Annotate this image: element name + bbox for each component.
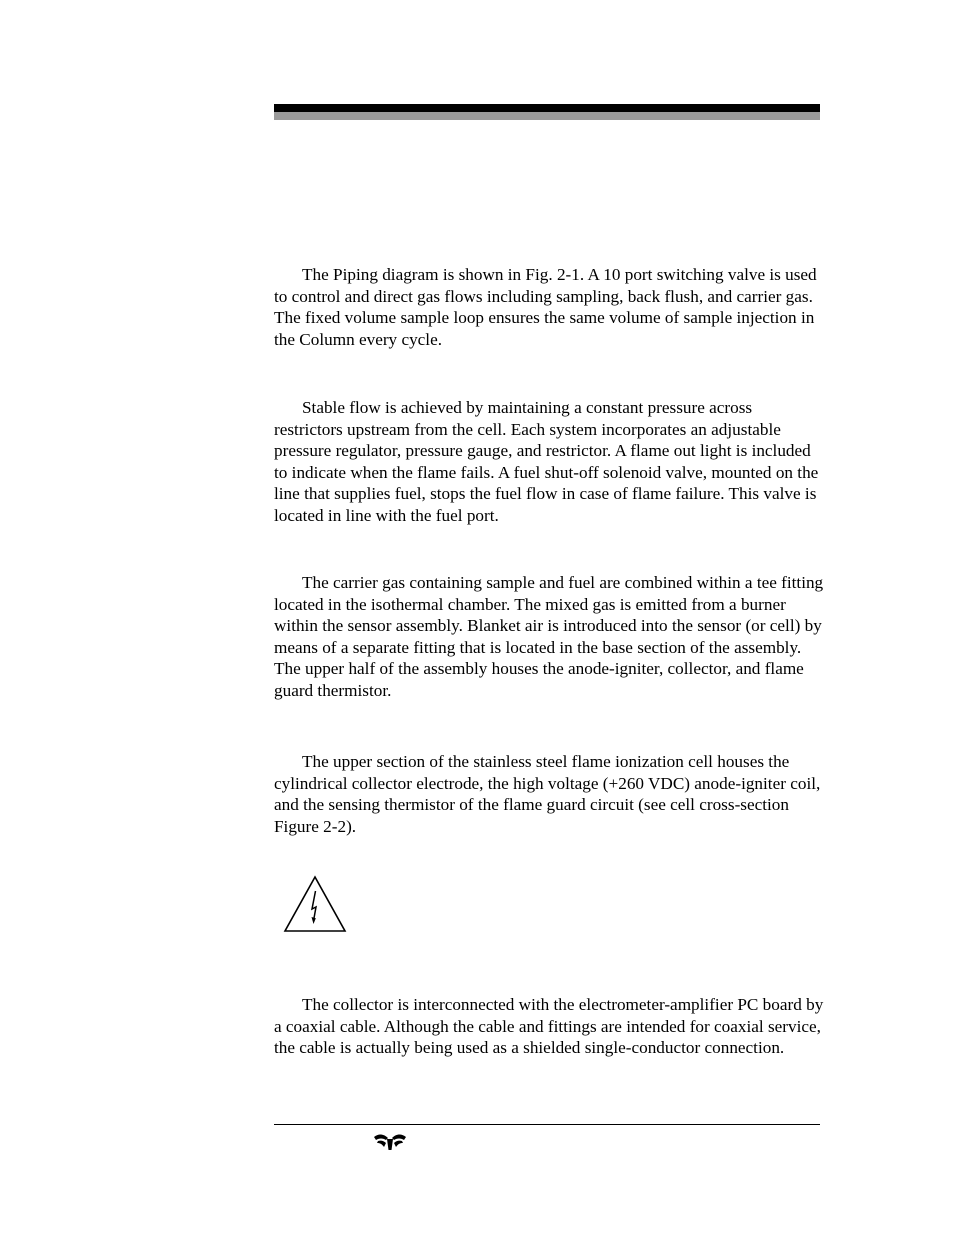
header-rule — [274, 104, 820, 112]
cell-upper-section-paragraph: The upper section of the stainless steel flame ionization cell houses the cylindrical collector electrode, the high voltage (+260 VDC) anode-igniter coil, and the sensing thermistor of the flame guard circuit (see cell cross-section Figure 2-2). — [274, 752, 821, 836]
carrier-gas-paragraph: The carrier gas containing sample and fuel are combined within a tee fitting located in the isothermal chamber. The mixed gas is emitted from a burner within the sensor assembly. Blanket air is introduced into the sensor (or cell) by means of a separate fitting that is located in the base section of the assembly. The upper half of the assembly houses the anode-igniter, collector, and flame guard thermistor. — [274, 573, 824, 700]
collector-paragraph: The collector is interconnected with the electrometer-amplifier PC board by a coaxial cable. Although the cable and fittings are intended for coaxial service, the cable is actually being used as a shielded single-conductor connection. — [274, 995, 824, 1058]
stable-flow-paragraph: Stable flow is achieved by maintaining a constant pressure across restrictors upstream from the cell. Each system incorporates an adjustable pressure regulator, pressure gauge, and restrictor. A flame out light is included to indicate when the flame fails. A fuel shut-off solenoid valve, mounted on the line that supplies fuel, stops the fuel flow in case of flame failure. This valve is located in line with the fuel port. — [274, 398, 819, 525]
footer-rule — [274, 1124, 820, 1125]
piping-paragraph: The Piping diagram is shown in Fig. 2-1. A 10 port switching valve is used to control and direct gas flows including sampling, back flush, and carrier gas. The fixed volume sample loop ensures the same volume of sample injection in the Column every cycle. — [274, 265, 817, 349]
high-voltage-warning-icon — [282, 874, 348, 934]
header-rule-shadow — [274, 112, 820, 120]
teledyne-logo-icon — [372, 1131, 408, 1151]
